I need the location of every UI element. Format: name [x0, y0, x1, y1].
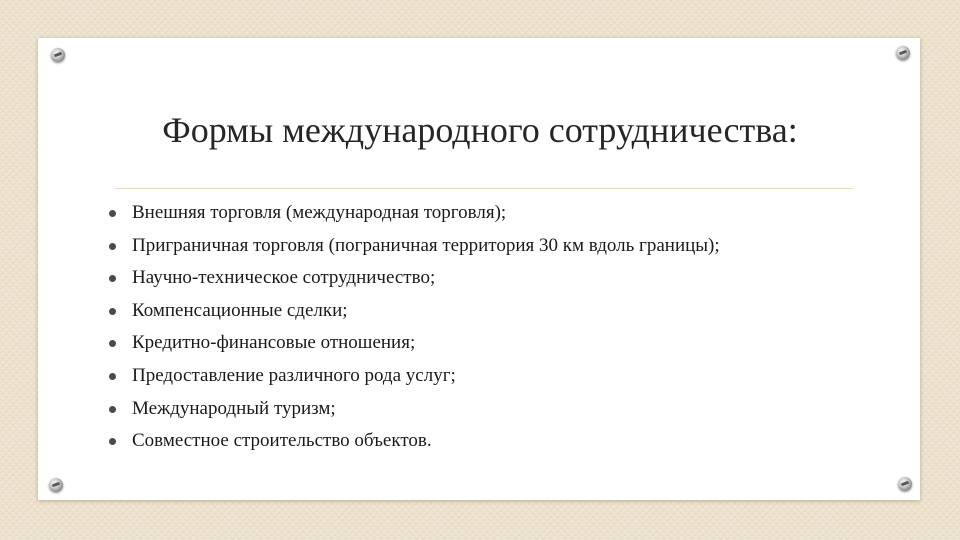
bullet-icon — [109, 406, 116, 413]
list-item-text: Научно-техническое сотрудничество; — [132, 267, 436, 289]
list-item-text: Внешняя торговля (международная торговля); — [132, 202, 507, 223]
list-item-text: Компенсационные сделки; — [132, 299, 348, 321]
bullet-list — [104, 197, 864, 458]
bullet-icon — [109, 275, 116, 282]
list-item — [104, 425, 864, 458]
bullet-icon — [109, 308, 116, 315]
bullet-icon — [109, 243, 116, 250]
bullet-icon — [109, 210, 116, 217]
pushpin-icon — [896, 46, 910, 60]
list-item — [104, 262, 864, 295]
slide-title: Формы международного сотрудничества: — [162, 110, 798, 150]
list-item — [104, 360, 864, 393]
bullet-icon — [109, 373, 116, 380]
list-item-text: Международный туризм; — [132, 397, 336, 419]
list-item — [104, 197, 864, 230]
pushpin-icon — [51, 48, 65, 62]
list-item-text: Предоставление различного рода услуг; — [132, 364, 456, 386]
list-item — [104, 295, 864, 328]
list-item — [104, 327, 864, 360]
list-item — [104, 230, 864, 263]
title-divider — [115, 188, 853, 189]
list-item-text: Приграничная торговля (пограничная территория 30 км вдоль границы); — [132, 234, 720, 256]
list-item-text: Совместное строительство объектов. — [132, 430, 432, 452]
bullet-icon — [109, 340, 116, 347]
list-item — [104, 393, 864, 426]
list-item-text: Кредитно-финансовые отношения; — [132, 332, 416, 354]
pushpin-icon — [898, 477, 912, 491]
pushpin-icon — [49, 478, 63, 492]
bullet-icon — [109, 438, 116, 445]
